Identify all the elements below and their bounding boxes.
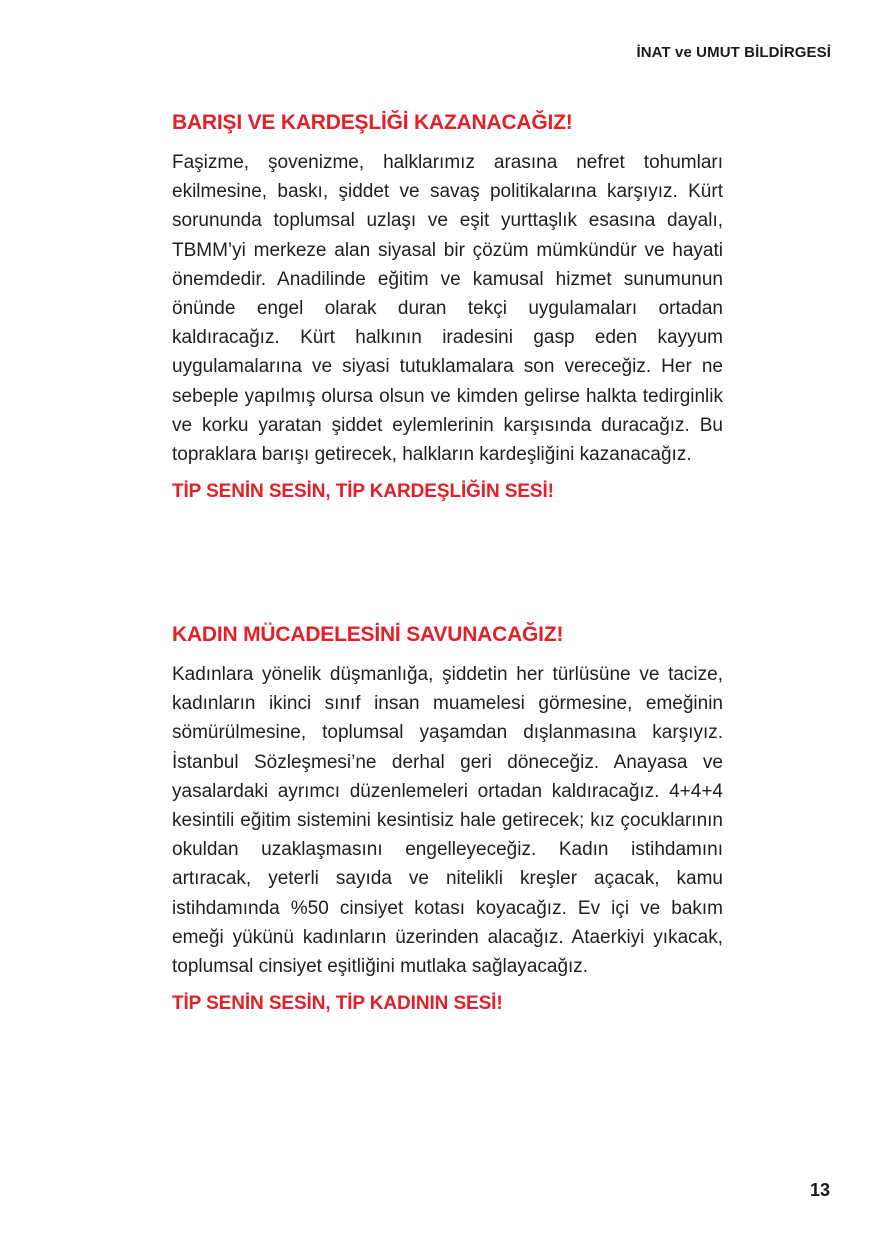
section-body-text: Kadınlara yönelik düşmanlığa, şiddetin her türlüsüne ve tacize, kadınların ikinci sınıf insan muamelesi görmesine, emeğinin sömürülmesine, toplumsal yaşamdan dışlanmasına karşıyız. İstanbul Sözleşmesi’ne derhal geri döneceğiz. Anayasa ve yasalardaki ayrımcı düzenlemeleri ortadan kaldıracağız. 4+4+4 kesintili eğitim sistemini kesintisiz hale getirecek; kız çocuklarının okuldan uzaklaşmasını engelleyeceğiz. Kadın istihdamını artıracak, yeterli sayıda ve nitelikli kreşler açacak, kamu istihdamında %50 cinsiyet kotası koyacağız. Ev içi ve bakım emeği yükünü kadınların üzerinden alacağız. Ataerkiyi yıkacak, toplumsal cinsiyet eşitliğini mutlaka sağlayacağız. <box>172 664 723 978</box>
section-heading: KADIN MÜCADELESİNİ SAVUNACAĞIZ! <box>172 623 564 646</box>
section-heading: BARIŞI VE KARDEŞLİĞİ KAZANACAĞIZ! <box>172 111 573 134</box>
section-women-struggle <box>172 622 723 1017</box>
section-body-text: Faşizme, şovenizme, halklarımız arasına nefret tohumları ekilmesine, baskı, şiddet ve savaş politikalarına karşıyız. Kürt sorununda toplumsal uzlaşı ve eşit yurttaşlık esasına dayalı, TBMM’yi merkeze alan siyasal bir çözüm mümkündür ve hayati önemdedir. Anadilinde eğitim ve kamusal hizmet sunumunun önünde engel olarak duran tekçi uygulamaları ortadan kaldıracağız. Kürt halkının iradesini gasp eden kayyum uygulamalarına ve siyasi tutuklamalara son vereceğiz. Her ne sebeple yapılmış olursa olsun ve kimden gelirse halkta tedirginlik ve korku yaratan şiddet eylemlerinin karşısında duracağız. Bu topraklara barışı getirecek, halkların kardeşliğini kazanacağız. <box>172 152 723 466</box>
running-header-title: İNAT ve UMUT BİLDİRGESİ <box>636 44 831 61</box>
section-slogan: TİP SENİN SESİN, TİP KARDEŞLİĞİN SESİ! <box>172 481 554 503</box>
section-slogan: TİP SENİN SESİN, TİP KADININ SESİ! <box>172 993 503 1015</box>
section-peace-brotherhood <box>172 110 723 505</box>
page-number: 13 <box>809 1180 830 1200</box>
